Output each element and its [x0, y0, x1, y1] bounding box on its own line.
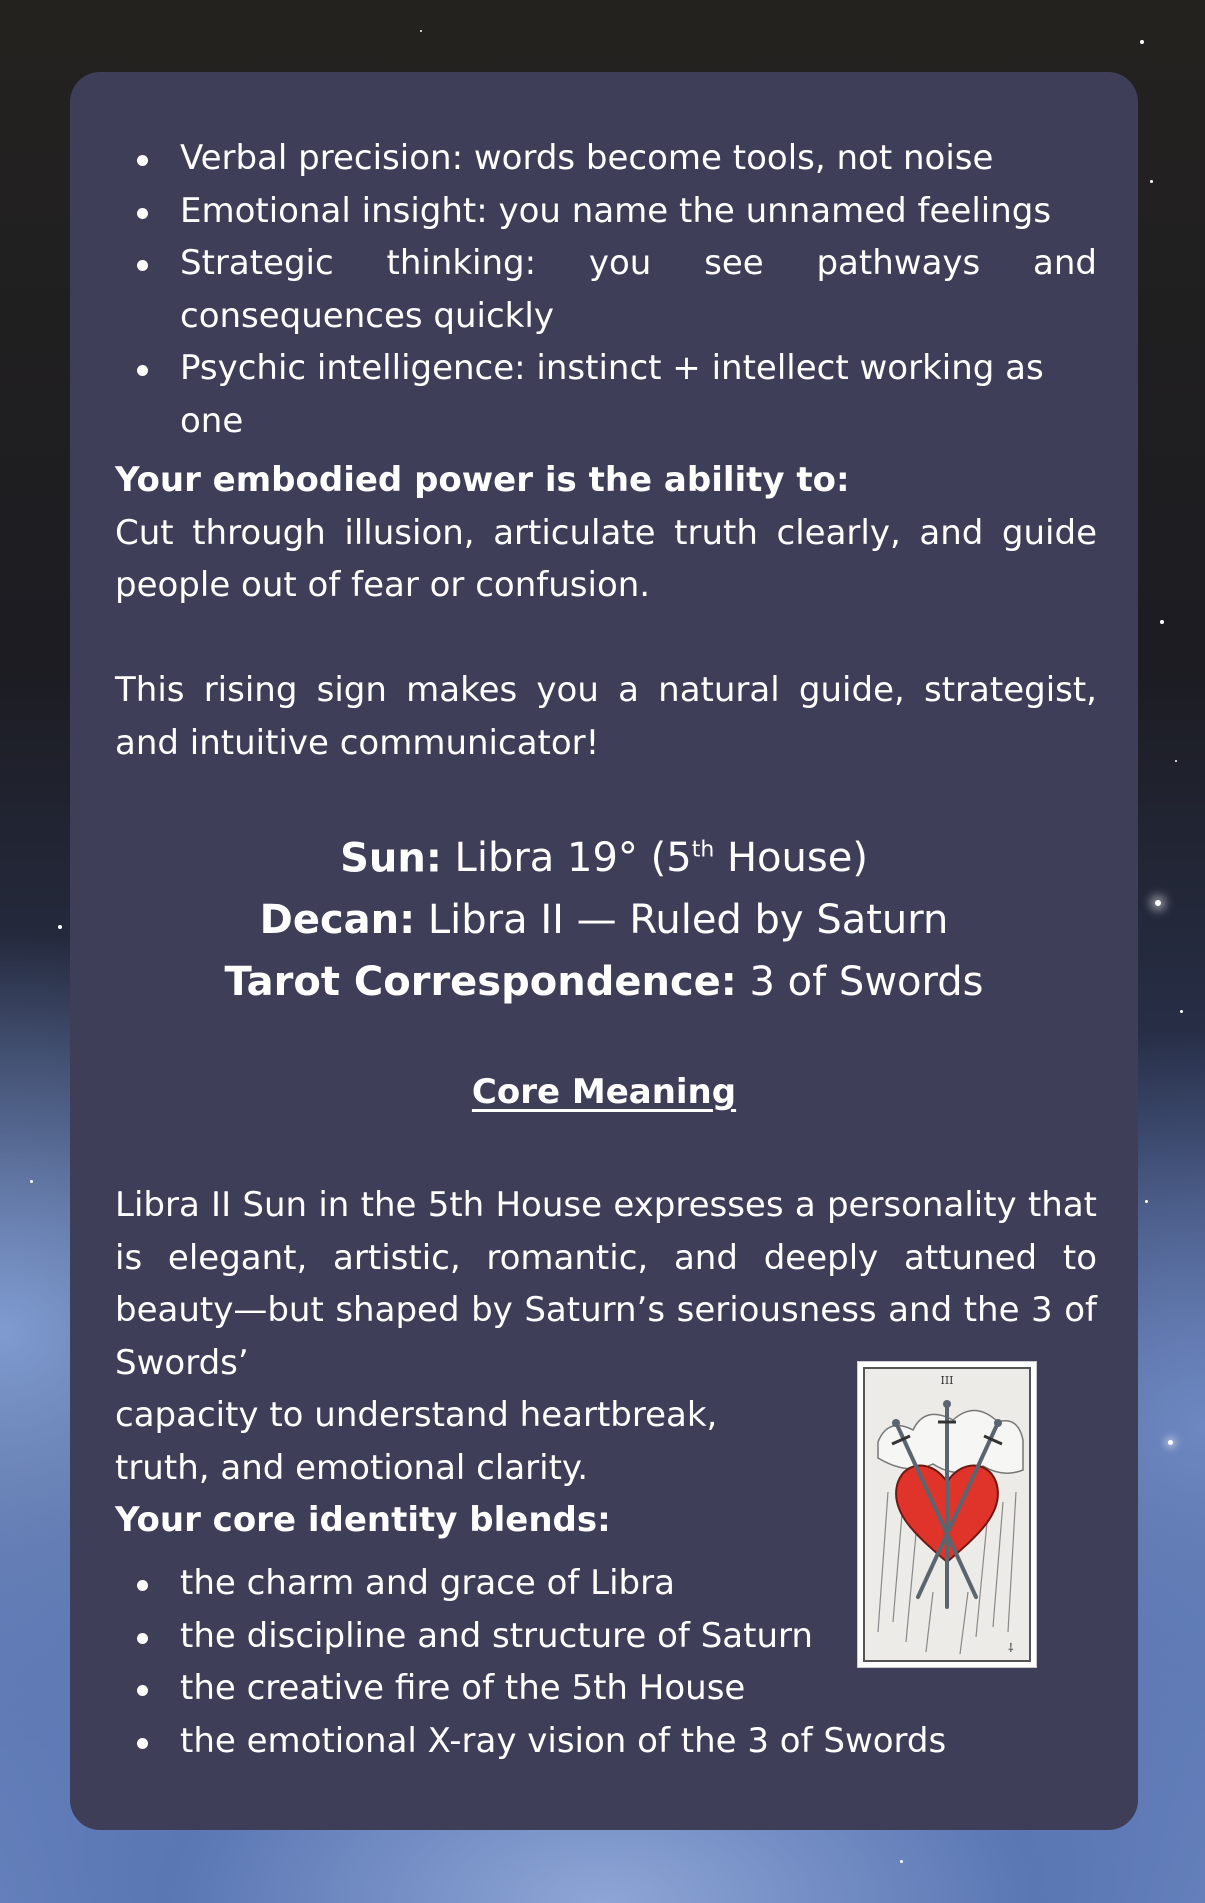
embodied-power-section	[115, 454, 1097, 612]
core-meaning-line: capacity to understand heartbreak,	[115, 1395, 718, 1435]
placement-summary	[70, 820, 1138, 1013]
list-item: Emotional insight: you name the unnamed feelings	[115, 185, 1097, 238]
sun-label: Sun:	[340, 835, 442, 882]
list-item: the creative fire of the 5th House	[115, 1662, 1097, 1715]
list-item: Psychic intelligence: instinct + intellect working as one	[115, 342, 1097, 447]
list-item: the emotional X-ray vision of the 3 of Swords	[115, 1715, 1097, 1768]
decan-value: Libra II — Ruled by Saturn	[427, 897, 949, 944]
decan-line	[70, 889, 1138, 951]
content-card	[70, 72, 1138, 1830]
core-meaning-line: truth, and emotional clarity.	[115, 1447, 588, 1488]
three-of-swords-card-icon	[857, 1361, 1037, 1668]
decan-label: Decan:	[259, 897, 416, 944]
list-item: Strategic thinking: you see pathways and consequences quickly	[115, 237, 1097, 342]
list-item: Verbal precision: words become tools, not noise	[115, 132, 1097, 185]
embodied-power-text: Cut through illusion, articulate truth clearly, and guide people out of fear or confusion.	[115, 512, 1097, 605]
rising-summary: This rising sign makes you a natural guide, strategist, and intuitive communicator!	[115, 670, 1097, 763]
embodied-power-heading: Your embodied power is the ability to:	[115, 460, 850, 500]
tarot-value: 3 of Swords	[749, 959, 984, 1006]
list-item: the discipline and structure of Saturn	[115, 1610, 1097, 1663]
tarot-card-illustration	[858, 1362, 1036, 1667]
svg-text:⸸: ⸸	[1008, 1641, 1014, 1655]
tarot-label: Tarot Correspondence:	[224, 959, 737, 1006]
core-meaning-title: Core Meaning	[471, 1072, 737, 1112]
core-meaning-line: Libra II Sun in the 5th House expresses a personality that is elegant, artistic, romantic, and deeply attuned to beauty—but shaped by Saturn’s seriousness and the 3 of Swords’	[115, 1185, 1097, 1383]
card-numeral: III	[940, 1374, 954, 1387]
traits-list	[115, 132, 1097, 447]
sun-value: Libra 19° (5th House)	[454, 835, 868, 882]
tarot-line	[70, 951, 1138, 1013]
sun-line	[70, 820, 1138, 889]
list-item: the charm and grace of Libra	[115, 1557, 1097, 1610]
identity-heading: Your core identity blends:	[115, 1500, 611, 1540]
